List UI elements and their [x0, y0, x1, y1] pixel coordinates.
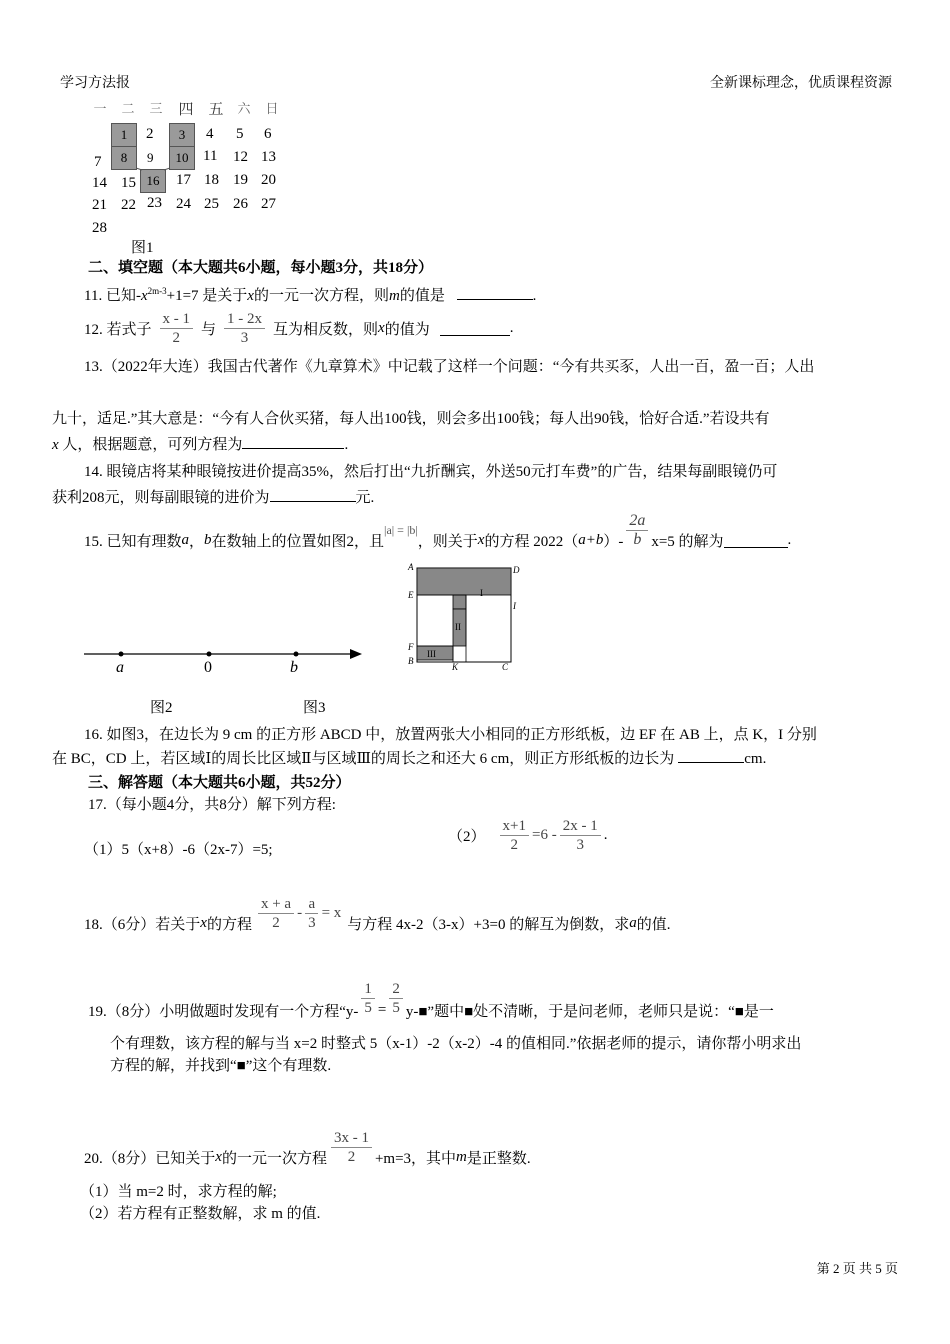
weekday: 一 [93, 101, 107, 116]
region-1-step [453, 595, 466, 609]
denominator: 5 [392, 999, 400, 1016]
denominator: 2 [510, 836, 518, 853]
point-a [119, 652, 124, 657]
question-13-line2: 九十，适足.”其大意是：“今有人合伙买猪，每人出100钱，则会多出100钱；每人出90钱，恰好合适.”若设共有 [52, 411, 770, 427]
q15-text: x=5 的解为 [651, 533, 724, 550]
question-13-line3 [52, 432, 898, 458]
region-1 [417, 568, 511, 595]
question-13-line1: 13.（2022年大连）我国古代著作《九章算术》中记载了这样一个问题：“今有共买豕，人出一百，盈一百；人出 [84, 359, 815, 375]
calendar-cell: 25 [204, 196, 219, 212]
calendar-cell: 7 [94, 154, 102, 170]
point-zero [207, 652, 212, 657]
denominator: 2 [347, 1148, 356, 1165]
fraction [305, 895, 319, 932]
q19-text: y-■”题中■处不清晰，于是问老师，老师只是说：“■是一 [405, 1003, 774, 1020]
fraction [626, 512, 648, 549]
weekday: 六 [237, 101, 251, 116]
fraction [560, 817, 601, 854]
q18-text: 18.（6分）若关于 [84, 916, 201, 933]
q20-var: x [215, 1148, 222, 1165]
q11-var: x [247, 288, 254, 304]
question-11 [84, 278, 930, 309]
numerator: x + a [258, 895, 294, 914]
region-1-label: I [480, 588, 483, 598]
q18-text: = x [321, 904, 342, 921]
question-14-line1: 14. 眼镜店将某种眼镜按进价提高35%，然后打出“九折酬宾，外送50元打车费”的广告，结果每副眼镜仍可 [84, 464, 778, 480]
calendar-cell-shaded: 8 [111, 146, 137, 170]
calendar-cell: 18 [204, 172, 219, 188]
label-C: C [502, 662, 509, 672]
calendar-cell: 4 [206, 126, 214, 142]
q18-text: 与方程 4x-2（3-x）+3=0 的解互为倒数，求 [347, 916, 630, 933]
weekday: 五 [208, 102, 224, 118]
question-16-line1: 16. 如图3，在边长为 9 cm 的正方形 ABCD 中，放置两张大小相同的正方形纸板，边 EF 在 AB 上，点 K，I 分别 [84, 727, 817, 743]
answer-blank[interactable] [724, 533, 788, 548]
q14-text: 元. [355, 490, 375, 506]
calendar-cell: 11 [203, 148, 218, 164]
numerator: 2 [389, 980, 403, 999]
numerator: x+1 [500, 817, 529, 836]
label-K: K [452, 662, 459, 672]
q20-text: 20.（8分）已知关于 [84, 1150, 216, 1167]
weekday: 二 [121, 101, 135, 116]
figure-1-caption: 图1 [131, 240, 154, 256]
label-I: I [513, 601, 516, 611]
fraction [361, 980, 375, 1017]
q15-abs: |a| = |b| [384, 522, 418, 537]
q15-var: x [477, 531, 485, 548]
weekday: 三 [149, 101, 163, 116]
weekday: 四 [178, 102, 194, 118]
calendar-cell: 27 [261, 196, 276, 212]
q18-var: a [629, 914, 637, 931]
answer-blank[interactable] [440, 321, 510, 336]
question-19-line2: 个有理数，该方程的解与当 x=2 时整式 5（x-1）-2（x-2）-4 的值相同.”依据老师的提示，请你帮小明求出 [110, 1036, 802, 1052]
q11-text: 的值是 [399, 288, 445, 304]
numerator: x - 1 [160, 310, 194, 329]
q15-var: b [204, 531, 212, 548]
denominator: 3 [576, 836, 584, 853]
q11-period: . [532, 288, 537, 304]
q11-text: 11. 已知- [84, 288, 141, 304]
q15-text: ）- [603, 533, 624, 550]
q20-text: 是正整数. [466, 1150, 531, 1167]
question-16-line2 [52, 746, 898, 772]
q20-text: 的一元一次方程 [221, 1150, 327, 1167]
page-number: 第 2 页 共 5 页 [816, 1261, 898, 1276]
calendar-cell: 6 [264, 126, 272, 142]
figure-1-calendar [86, 98, 296, 258]
calendar-cell: 19 [233, 172, 248, 188]
q20-var: m [456, 1148, 467, 1165]
q15-text: 的方程 2022（ [484, 533, 579, 550]
q17-period: . [603, 826, 608, 843]
q18-var: x [200, 914, 207, 931]
q12-text: 12. 若式子 [84, 321, 152, 338]
q12-text: 与 [201, 321, 217, 338]
q16-text: 在 BC，CD 上，若区域Ⅰ的周长比区域Ⅱ与区域Ⅲ的周长之和还大 6 cm，则正方形纸板的边长为 [52, 751, 675, 767]
header-right: 全新课标理念，优质课程资源 [710, 76, 892, 91]
calendar-cell-shaded: 1 [111, 123, 137, 147]
denominator: 2 [272, 914, 280, 931]
q19-text: 19.（8分）小明做题时发现有一个方程“y- [88, 1003, 359, 1020]
q17-text: （2） [448, 828, 486, 845]
q15-text: ， [189, 533, 205, 550]
question-17-title: 17.（每小题4分，共8分）解下列方程: [88, 797, 336, 813]
q15-text: 15. 已知有理数 [84, 533, 182, 550]
denominator: b [633, 530, 642, 548]
q15-period: . [787, 531, 792, 548]
question-17-part2 [448, 812, 607, 858]
answer-blank[interactable] [678, 748, 744, 763]
answer-blank[interactable] [270, 487, 356, 502]
calendar-cell: 22 [121, 197, 136, 213]
numerator: a [305, 895, 318, 914]
calendar-cell: 2 [146, 126, 154, 142]
region-3-label: III [427, 649, 436, 659]
q17-text: =6 - [531, 826, 557, 843]
point-b [294, 652, 299, 657]
q12-text: 互为相反数，则 [273, 321, 379, 338]
fraction [331, 1129, 372, 1166]
q15-text: ，则关于 [417, 533, 478, 550]
question-20 [84, 1129, 531, 1182]
q13-var: x [52, 437, 59, 453]
numerator: 2x - 1 [560, 817, 601, 836]
q12-var: x [378, 319, 385, 336]
q14-text: 获利208元，则每副眼镜的进价为 [52, 490, 270, 506]
calendar-cell: 5 [236, 126, 244, 142]
calendar-cell: 13 [261, 149, 276, 165]
calendar-cell-shaded: 10 [169, 146, 195, 170]
label-D: D [513, 565, 520, 575]
label-A: A [408, 562, 414, 572]
fraction [500, 817, 529, 854]
label-B: B [408, 656, 414, 666]
calendar-cell: 15 [121, 175, 136, 191]
calendar-cell-shaded: 16 [140, 169, 166, 193]
q18-text: 的方程 [206, 916, 252, 933]
calendar-cell: 24 [176, 196, 191, 212]
numerator: 2a [626, 512, 648, 531]
denominator: 5 [364, 999, 372, 1016]
question-20-part2: （2）若方程有正整数解，求 m 的值. [80, 1206, 321, 1222]
calendar-cell: 23 [147, 195, 162, 211]
question-12 [84, 306, 513, 350]
denominator: 3 [308, 914, 316, 931]
q18-text: 的值. [636, 916, 671, 933]
calendar-cell: 21 [92, 197, 107, 213]
label-E: E [408, 590, 414, 600]
calendar-cell: 20 [261, 172, 276, 188]
q15-var: a [181, 531, 190, 548]
calendar-cell: 12 [233, 149, 248, 165]
figure-2-caption: 图2 [150, 700, 173, 716]
question-18 [84, 895, 671, 948]
region-2-label: II [455, 622, 461, 632]
q19-text: = [377, 1001, 387, 1018]
figure-3-square [400, 560, 525, 672]
q16-text: cm. [744, 751, 767, 767]
q11-text: 的一元一次方程，则 [253, 288, 389, 304]
fraction [160, 310, 194, 347]
weekday: 日 [265, 101, 279, 116]
q13-period: . [344, 437, 349, 453]
question-17-part1: （1）5（x+8）-6（2x-7）=5; [84, 842, 273, 858]
q11-var: m [388, 288, 400, 304]
question-20-part1: （1）当 m=2 时，求方程的解; [80, 1184, 277, 1200]
denominator: 2 [172, 329, 181, 346]
answer-blank[interactable] [457, 285, 533, 300]
q15-var: a+b [578, 531, 604, 548]
denominator: 3 [240, 329, 249, 346]
q18-text: - [297, 904, 303, 921]
question-19-line1 [88, 980, 774, 1036]
calendar-cell: 28 [92, 220, 107, 236]
calendar-cell: 9 [147, 150, 154, 165]
q11-var: x [140, 288, 148, 304]
header-left: 学习方法报 [60, 76, 130, 91]
section-2-title: 二、填空题（本大题共6小题，每小题3分，共18分） [88, 260, 434, 276]
question-19-line3: 方程的解，并找到“■”这个有理数. [110, 1058, 332, 1074]
figure-3-caption: 图3 [303, 700, 326, 716]
calendar-cell: 26 [233, 196, 248, 212]
calendar-cell: 17 [176, 172, 191, 188]
calendar-cell-shaded: 3 [169, 123, 195, 147]
q11-exponent: 2m-3 [147, 286, 167, 296]
q20-text: +m=3，其中 [374, 1150, 457, 1167]
calendar-cell: 14 [92, 175, 107, 191]
label-a: a [116, 659, 124, 676]
label-zero: 0 [204, 659, 212, 676]
label-F: F [408, 642, 414, 652]
q15-text: 在数轴上的位置如图2，且 [211, 533, 385, 550]
q12-text: 的值为 [384, 321, 430, 338]
numerator: 1 - 2x [224, 310, 265, 329]
q12-period: . [509, 319, 514, 336]
fraction [224, 310, 265, 347]
section-3-title: 三、解答题（本大题共6小题，共52分） [88, 775, 351, 791]
numerator: 1 [361, 980, 375, 999]
fraction [389, 980, 403, 1017]
q13-text: 人，根据题意，可列方程为 [62, 437, 243, 453]
figure-2-number-line [80, 640, 370, 680]
numerator: 3x - 1 [331, 1129, 372, 1148]
fraction [258, 895, 294, 932]
label-b: b [290, 659, 298, 676]
q11-text: +1=7 是关于 [166, 288, 248, 304]
question-14-line2 [52, 485, 898, 511]
answer-blank[interactable] [242, 434, 344, 449]
arrow-icon [350, 649, 362, 659]
